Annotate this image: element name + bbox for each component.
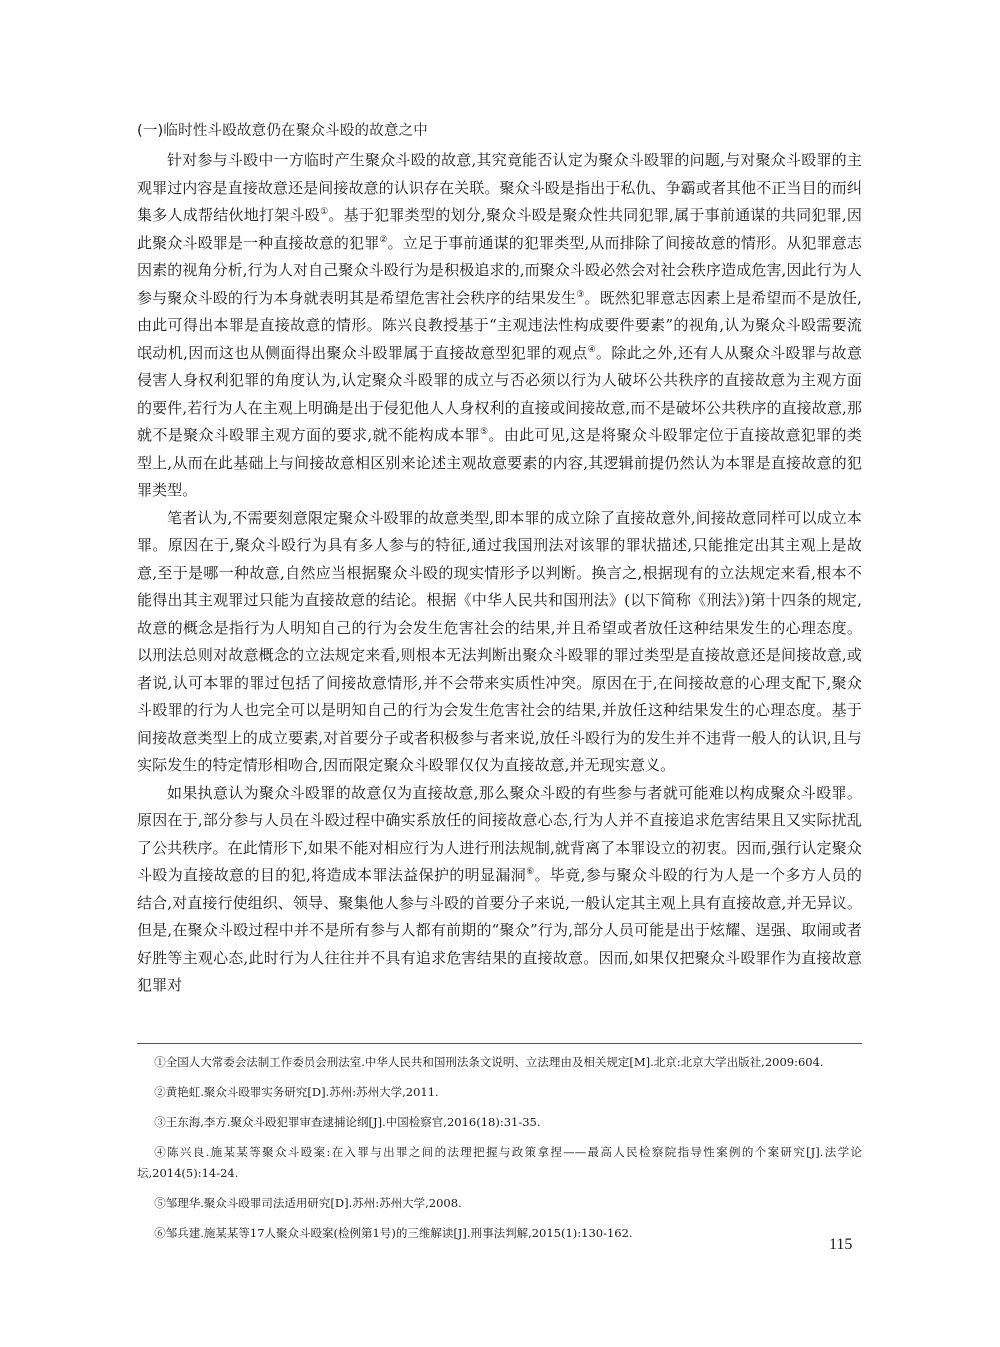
paragraph-text: 。立足于事前通谋的犯罪类型,从而排除了间接故意的情形。从犯罪意志因素的视角分析,行为人对自己聚众斗殴行为是积极追求的,而聚众斗殴必然会对社会秩序造成危害,因此行为人参与聚众斗殴的行为本身就表明其是希望危害社会秩序的结果发生: [137, 233, 862, 307]
body-paragraph: [137, 505, 862, 780]
paragraph-text: 。既然犯罪意志因素上是希望而不是放任,由此可得出本罪是直接故意的情形。陈兴良教授基于“主观违法性构成要件要素”的视角,认为聚众斗殴需要流氓动机,因而这也从侧面得出聚众斗殴罪属于直接故意型犯罪的观点: [137, 288, 862, 362]
footnote: ①全国人大常委会法制工作委员会刑法室.中华人民共和国刑法条文说明、立法理由及相关规定[M].北京:北京大学出版社,2009:604.: [154, 1055, 824, 1069]
footnote-divider: [137, 1043, 862, 1044]
paragraph-text: 。毕竟,参与聚众斗殴的行为人是一个多方人员的结合,对直接行使组织、领导、聚集他人参与斗殴的首要分子来说,一般认定其主观上具有直接故意,并无异议。但是,在聚众斗殴过程中并不是所有参与人都有前期的“聚众”行为,部分人员可能是出于炫耀、逞强、取闹或者好胜等主观心态,此时行为人往往并不具有追求危害结果的直接故意。因而,如果仅把聚众斗殴罪作为直接故意犯罪对: [137, 866, 862, 994]
paragraph-text: 笔者认为,不需要刻意限定聚众斗殴罪的故意类型,即本罪的成立除了直接故意外,间接故意同样可以成立本罪。原因在于,聚众斗殴行为具有多人参与的特征,通过我国刑法对该罪的罪状描述,只能推定出其主观上是故意,至于是哪一种故意,自然应当根据聚众斗殴的现实情形予以判断。换言之,根据现有的立法规定来看,根本不能得出其主观罪过只能为直接故意的结论。根据《中华人民共和国刑法》(以下简称《刑法》)第十四条的规定,故意的概念是指行为人明知自己的行为会发生危害社会的结果,并且希望或者放任这种结果发生的心理态度。以刑法总则对故意概念的立法规定来看,则根本无法判断出聚众斗殴罪的罪过类型是直接故意还是间接故意,或者说,认可本罪的罪过包括了间接故意情形,并不会带来实质性冲突。原因在于,在间接故意的心理支配下,聚众斗殴罪的行为人也完全可以是明知自己的行为会发生危害社会的结果,并放任这种结果发生的心理态度。基于间接故意类型上的成立要素,对首要分子或者积极参与者来说,放任斗殴行为的发生并不违背一般人的认识,且与实际发生的特定情形相吻合,因而限定聚众斗殴罪仅仅为直接故意,并无现实意义。: [137, 508, 862, 774]
paragraph-text: 如果执意认为聚众斗殴罪的故意仅为直接故意,那么聚众斗殴的有些参与者就可能难以构成聚众斗殴罪。原因在于,部分参与人员在斗殴过程中确实系放任的间接故意心态,行为人并不直接追求危害结果且又实际扰乱了公共秩序。在此情形下,如果不能对相应行为人进行刑法规制,就背离了本罪设立的初衷。因而,强行认定聚众斗殴为直接故意的目的犯,将造成本罪法益保护的明显漏洞: [137, 783, 862, 884]
footnote-ref: ②: [379, 234, 388, 245]
footnote-ref: ①: [320, 207, 329, 217]
footnote-ref: ⑤: [480, 427, 489, 437]
footnotes: [137, 1052, 862, 1253]
footnote: ④陈兴良.施某某等聚众斗殴案:在入罪与出罪之间的法理把握与政策拿捏——最高人民检察院指导性案例的个案研究[J].法学论坛,2014(5):14-24.: [137, 1145, 862, 1180]
paragraph-text: 。由此可见,这是将聚众斗殴罪定位于直接故意犯罪的类型上,从而在此基础上与间接故意相区别来论述主观故意要素的内容,其逻辑前提仍然认为本罪是直接故意的犯罪类型。: [137, 426, 862, 499]
page-number: 115: [829, 1236, 853, 1253]
body-paragraphs: [137, 147, 862, 1000]
footnote-ref: ⑥: [526, 867, 535, 877]
footnote: ⑥邹兵建.施某某等17人聚众斗殴案(检例第1号)的三维解读[J].刑事法判解,2015(1):130-162.: [154, 1226, 633, 1240]
body-paragraph: [137, 780, 862, 1000]
footnote-ref: ③: [576, 289, 585, 300]
paragraph-text: 。除此之外,还有人从聚众斗殴罪与故意侵害人身权利犯罪的角度认为,认定聚众斗殴罪的成立与否必须以行为人破坏公共秩序的直接故意为主观方面的要件,若行为人在主观上明确是出于侵犯他人人身权利的直接或间接故意,而不是破坏公共秩序的直接故意,那就不是聚众斗殴罪主观方面的要求,就不能构成本罪: [137, 343, 863, 444]
main-text: [137, 118, 862, 1000]
body-paragraph: [137, 147, 862, 505]
footnote: ③王东海,李方.聚众斗殴犯罪审查逮捕论纲[J].中国检察官,2016(18):31-35.: [154, 1115, 541, 1129]
footnote-ref: ④: [587, 344, 597, 355]
footnote: ⑤邹理华.聚众斗殴罪司法适用研究[D].苏州:苏州大学,2008.: [154, 1196, 462, 1210]
paragraph-text: 针对参与斗殴中一方临时产生聚众斗殴的故意,其究竟能否认定为聚众斗殴罪的问题,与对聚众斗殴罪的主观罪过内容是直接故意还是间接故意的认识存在关联。聚众斗殴是指出于私仇、争霸或者其他不正当目的而纠集多人成帮结伙地打架斗殴: [137, 151, 862, 224]
section-heading: (一)临时性斗殴故意仍在聚众斗殴的故意之中: [137, 123, 429, 139]
footnote: ②黄艳虹.聚众斗殴罪实务研究[D].苏州:苏州大学,2011.: [154, 1085, 439, 1099]
paragraph-text: 。基于犯罪类型的划分,聚众斗殴是聚众性共同犯罪,属于事前通谋的共同犯罪,因此聚众斗殴罪是一种直接故意的犯罪: [137, 206, 863, 252]
